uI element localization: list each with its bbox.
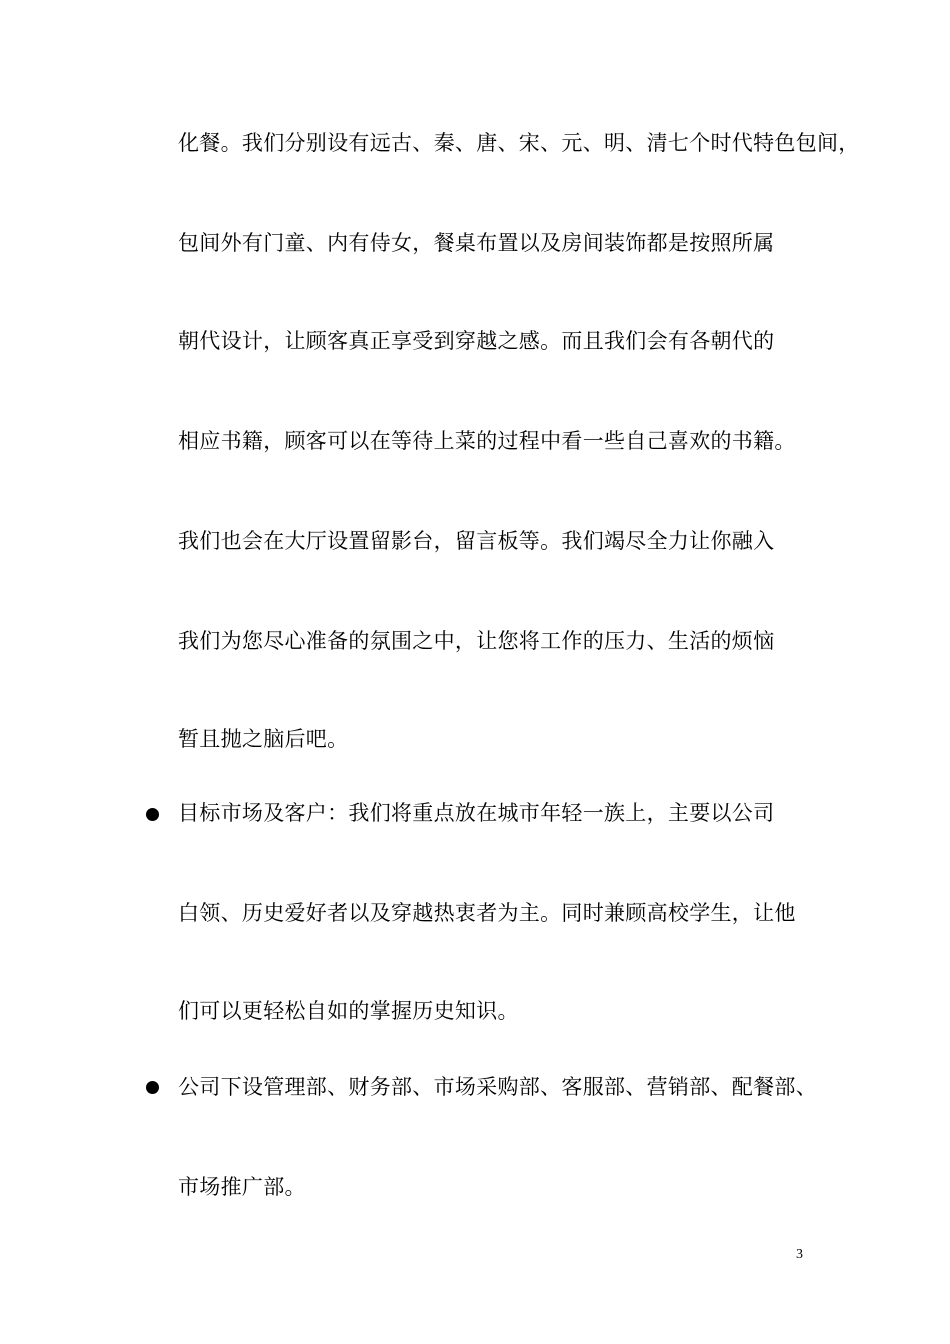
paragraph-line: 化餐。我们分别设有远古、秦、唐、宋、元、明、清七个时代特色包间， bbox=[178, 131, 860, 155]
bullet-marker bbox=[146, 1081, 159, 1094]
paragraph-line: 朝代设计，让顾客真正享受到穿越之感。而且我们会有各朝代的 bbox=[178, 329, 775, 353]
page-number: 3 bbox=[796, 1247, 803, 1262]
paragraph-line: 我们也会在大厅设置留影台，留言板等。我们竭尽全力让你融入 bbox=[178, 529, 775, 553]
paragraph-line: 包间外有门童、内有侍女，餐桌布置以及房间装饰都是按照所属 bbox=[178, 231, 775, 255]
bullet-marker bbox=[146, 808, 159, 821]
paragraph-line: 我们为您尽心准备的氛围之中，让您将工作的压力、生活的烦恼 bbox=[178, 629, 775, 653]
bullet-line: 们可以更轻松自如的掌握历史知识。 bbox=[178, 999, 519, 1023]
paragraph-line: 相应书籍，顾客可以在等待上菜的过程中看一些自己喜欢的书籍。 bbox=[178, 429, 796, 453]
bullet-line: 公司下设管理部、财务部、市场采购部、客服部、营销部、配餐部、 bbox=[178, 1075, 817, 1099]
paragraph-line: 暂且抛之脑后吧。 bbox=[178, 727, 349, 751]
bullet-line: 目标市场及客户：我们将重点放在城市年轻一族上，主要以公司 bbox=[178, 801, 775, 825]
bullet-line: 白领、历史爱好者以及穿越热衷者为主。同时兼顾高校学生，让他 bbox=[178, 901, 796, 925]
bullet-line: 市场推广部。 bbox=[178, 1175, 306, 1199]
